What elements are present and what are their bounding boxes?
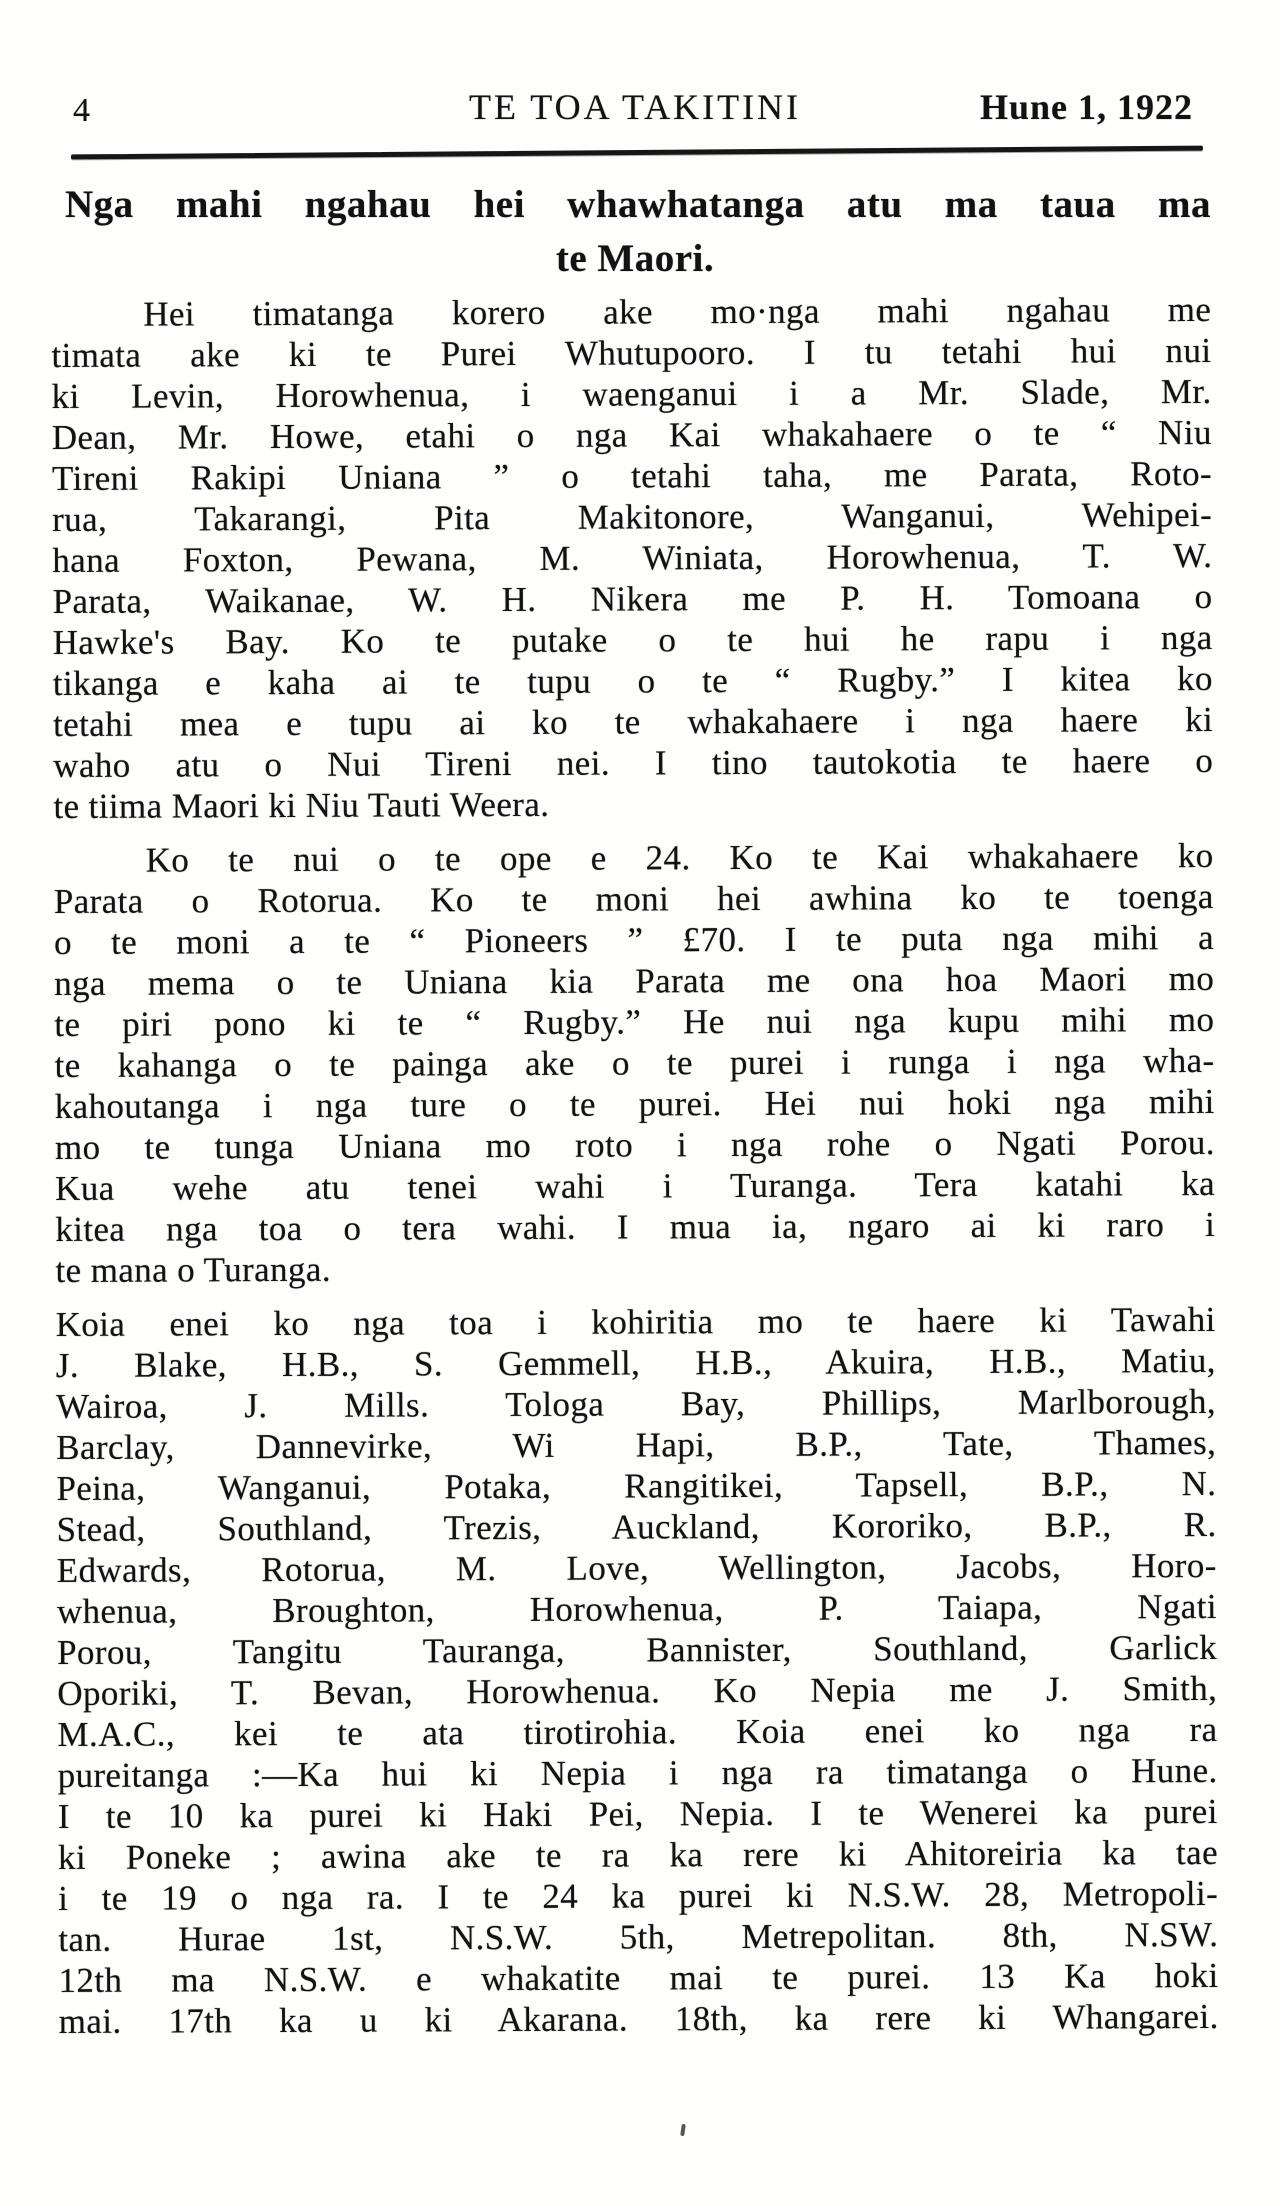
paragraph [56, 1299, 1219, 2042]
text-line: kitea nga toa o tera wahi. I mua ia, ngaro ai ki raro i [55, 1204, 1216, 1249]
article-heading-line: Nga mahi ngahau hei whawhatanga atu ma taua ma [65, 183, 1211, 226]
paragraph [51, 289, 1213, 827]
text-line: mai. 17th ka u ki Akarana. 18th, ka rere ki Whangarei. [58, 1996, 1219, 2041]
text-line: M.A.C., kei te ata tirotirohia. Koia enei ko nga ra [57, 1709, 1218, 1754]
text-line: Koia enei ko nga toa i kohiritia mo te haere ki Tawahi [55, 1299, 1216, 1344]
article-heading [55, 178, 1215, 286]
header-rule-divider [71, 146, 1203, 160]
text-line: Barclay, Dannevirke, Wi Hapi, B.P., Tate, Thames, [56, 1422, 1217, 1467]
text-line: Dean, Mr. Howe, etahi o nga Kai whakahaere o te “ Niu [51, 412, 1212, 458]
text-line: Parata, Waikanae, W. H. Nikera me P. H. Tomoana o [52, 576, 1213, 622]
text-line: Hei timatanga korero ake mo·nga mahi ngahau me [143, 289, 1212, 334]
text-line: J. Blake, H.B., S. Gemmell, H.B., Akuira, H.B., Matiu, [55, 1340, 1216, 1385]
text-line: nga mema o te Uniana kia Parata me ona hoa Maori mo [54, 958, 1215, 1004]
text-line: waho atu o Nui Tireni nei. I tino tautokotia te haere o [53, 740, 1214, 786]
text-line: Porou, Tangitu Tauranga, Bannister, Southland, Garlick [57, 1627, 1218, 1672]
text-line: tan. Hurae 1st, N.S.W. 5th, Metrepolitan. 8th, N.SW. [58, 1914, 1219, 1959]
text-line: o te moni a te “ Pioneers ” £70. I te puta nga mihi a [53, 917, 1215, 963]
text-line: 12th ma N.S.W. e whakatite mai te purei. 13 Ka hoki [58, 1955, 1219, 2000]
text-line: Peina, Wanganui, Potaka, Rangitikei, Tapsell, B.P., N. [56, 1463, 1217, 1508]
text-line: Tireni Rakipi Uniana ” o tetahi taha, me Parata, Roto- [51, 453, 1213, 499]
text-line: kahoutanga i nga ture o te purei. Hei nui hoki nga mihi [54, 1081, 1215, 1127]
scan-speck [680, 2124, 686, 2136]
paragraph [54, 835, 1216, 1291]
text-line: I te 10 ka purei ki Haki Pei, Nepia. I te Wenerei ka purei [57, 1791, 1218, 1836]
text-line: i te 19 o nga ra. I te 24 ka purei ki N.S.W. 28, Metropoli- [58, 1873, 1219, 1918]
text-line: Ko te nui o te ope e 24. Ko te Kai whakahaere ko [145, 835, 1214, 880]
masthead-title: TE TOA TAKITINI [468, 87, 802, 127]
text-line: ki Levin, Horowhenua, i waenganui i a Mr. Slade, Mr. [51, 371, 1212, 417]
text-line: Stead, Southland, Trezis, Auckland, Kororiko, B.P., R. [56, 1504, 1217, 1549]
text-line: te mana o Turanga. [55, 1249, 332, 1290]
article-heading-line: te Maori. [555, 237, 715, 280]
text-line: Hawke's Bay. Ko te putake o te hui he rapu i nga [52, 617, 1213, 663]
text-line: Oporiki, T. Bevan, Horowhenua. Ko Nepia me J. Smith, [57, 1668, 1218, 1713]
text-line: timata ake ki te Purei Whutupooro. I tu tetahi hui nui [51, 330, 1212, 376]
text-line: ki Poneke ; awina ake te ra ka rere ki Ahitoreiria ka tae [57, 1832, 1219, 1877]
page-number: 4 [73, 92, 90, 129]
text-line: Kua wehe atu tenei wahi i Turanga. Tera katahi ka [55, 1163, 1216, 1208]
text-line: te piri pono ki te “ Rugby.” He nui nga kupu mihi mo [54, 999, 1215, 1045]
issue-date: Hune 1, 1922 [979, 87, 1193, 127]
text-line: tetahi mea e tupu ai ko te whakahaere i nga haere ki [52, 699, 1214, 745]
running-head [55, 84, 1215, 136]
article-body [51, 289, 1219, 2042]
text-line: Wairoa, J. Mills. Tologa Bay, Phillips, Marlborough, [55, 1381, 1217, 1426]
text-line: Edwards, Rotorua, M. Love, Wellington, Jacobs, Horo- [56, 1545, 1217, 1590]
text-line: whenua, Broughton, Horowhenua, P. Taiapa, Ngati [56, 1586, 1218, 1631]
printed-area [51, 84, 1219, 2042]
text-line: rua, Takarangi, Pita Makitonore, Wanganui, Wehipei- [52, 494, 1213, 540]
text-line: hana Foxton, Pewana, M. Winiata, Horowhenua, T. W. [52, 535, 1213, 581]
text-line: te tiima Maori ki Niu Tauti Weera. [53, 784, 550, 827]
text-line: tikanga e kaha ai te tupu o te “ Rugby.” I kitea ko [52, 658, 1213, 704]
text-line: mo te tunga Uniana mo roto i nga rohe o Ngati Porou. [54, 1122, 1215, 1167]
text-line: pureitanga :—Ka hui ki Nepia i nga ra timatanga o Hune. [57, 1750, 1218, 1795]
text-line: te kahanga o te painga ake o te purei i runga i nga wha- [54, 1040, 1215, 1086]
text-line: Parata o Rotorua. Ko te moni hei awhina ko te toenga [53, 876, 1214, 922]
